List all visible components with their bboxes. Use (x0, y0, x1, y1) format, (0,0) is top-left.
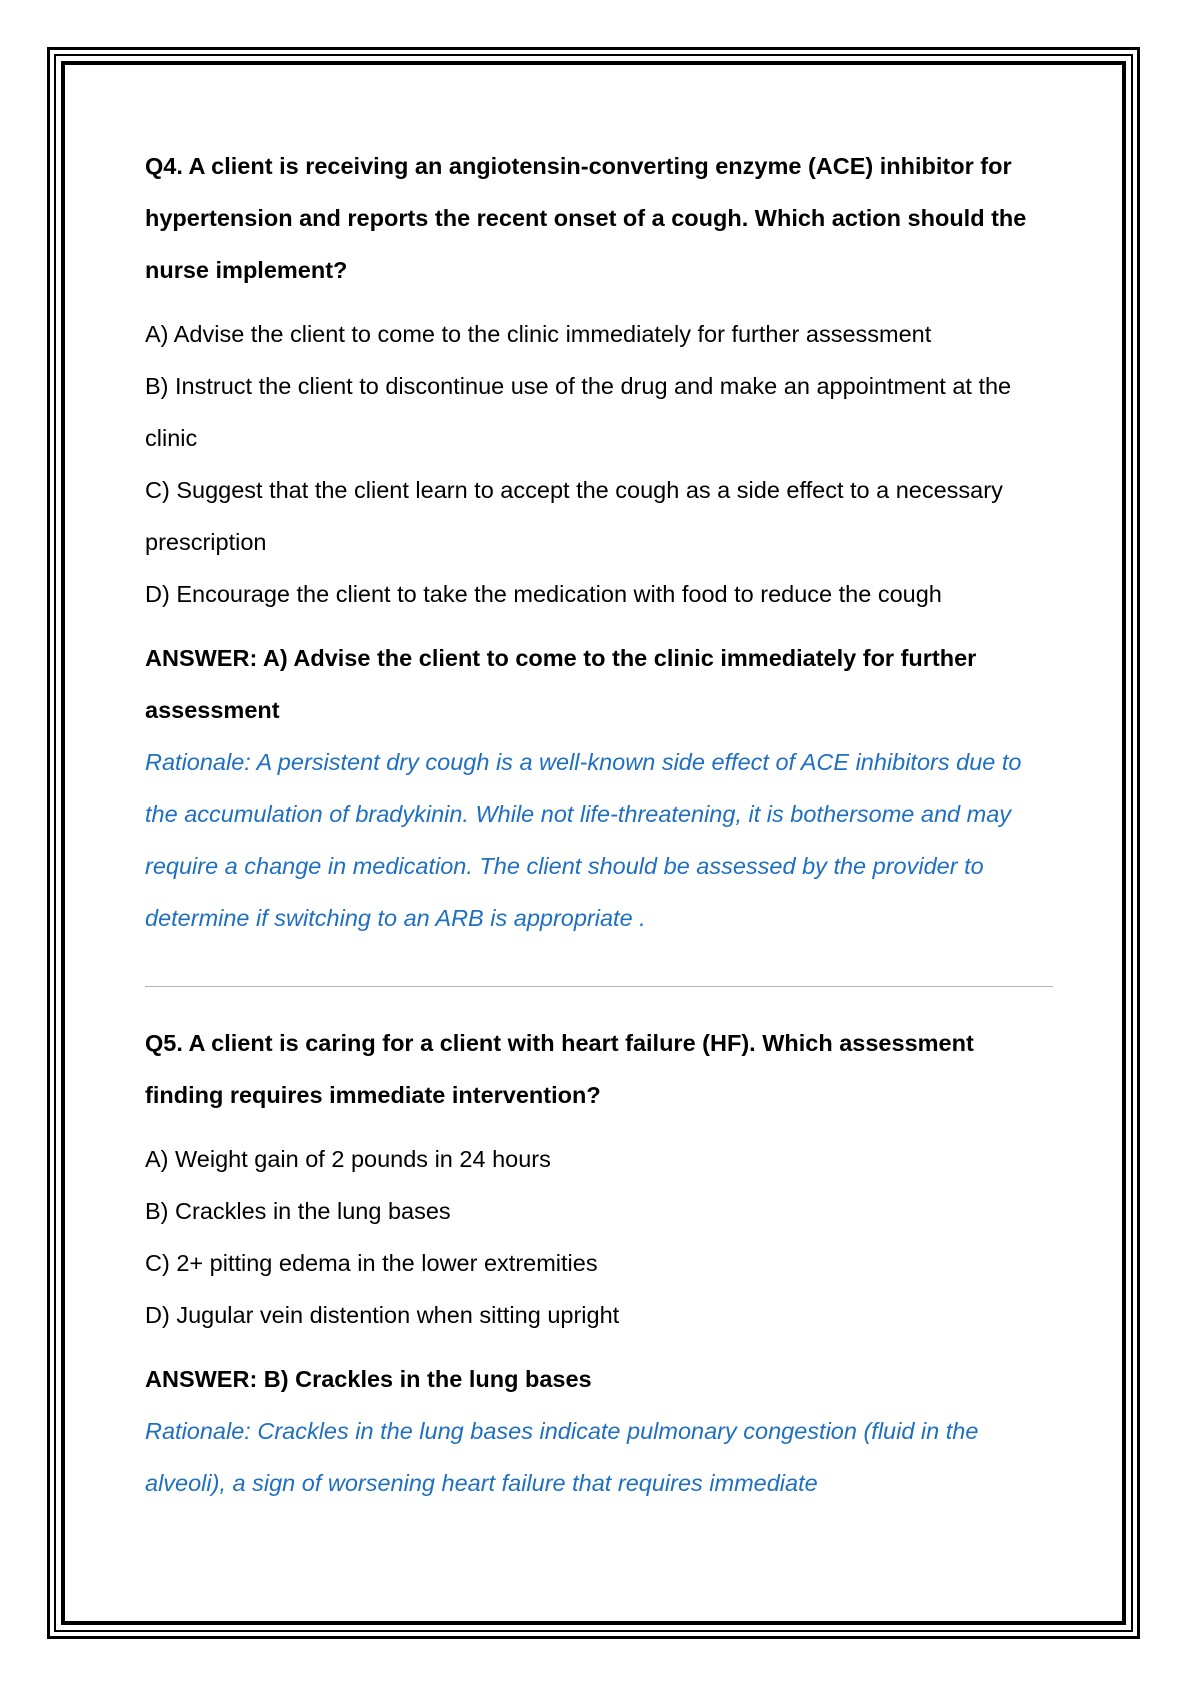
option-d: D) Jugular vein distention when sitting upright (145, 1302, 620, 1328)
option-b: B) Instruct the client to discontinue use of the drug and make an appointment at the clinic (145, 373, 1012, 451)
rationale-text: Rationale: Crackles in the lung bases indicate pulmonary congestion (fluid in the alveoli), a sign of worsening heart failure that requires immediate (145, 1418, 979, 1496)
question-text: Q5. A client is caring for a client with heart failure (HF). Which assessment finding requires immediate intervention? (145, 1030, 974, 1108)
answer-options (145, 308, 1050, 620)
option-a: A) Advise the client to come to the clinic immediately for further assessment (145, 321, 932, 347)
document-content (145, 140, 1050, 1509)
question-block-q5 (145, 1017, 1050, 1509)
rationale-text: Rationale: A persistent dry cough is a well-known side effect of ACE inhibitors due to the accumulation of bradykinin. While not life-threatening, it is bothersome and may require a change in medication. The client should be assessed by the provider to determine if switching to an ARB is appropriate . (145, 749, 1022, 931)
question-text: Q4. A client is receiving an angiotensin-converting enzyme (ACE) inhibitor for hypertension and reports the recent onset of a cough. Which action should the nurse implement? (145, 153, 1027, 283)
answer-options (145, 1133, 1050, 1341)
option-c: C) 2+ pitting edema in the lower extremities (145, 1250, 598, 1276)
answer-text: ANSWER: B) Crackles in the lung bases (145, 1366, 592, 1392)
option-b: B) Crackles in the lung bases (145, 1198, 451, 1224)
option-d: D) Encourage the client to take the medication with food to reduce the cough (145, 581, 942, 607)
answer-text: ANSWER: A) Advise the client to come to the clinic immediately for further assessment (145, 645, 977, 723)
question-block-q4 (145, 140, 1050, 944)
section-divider (145, 986, 1053, 987)
option-a: A) Weight gain of 2 pounds in 24 hours (145, 1146, 551, 1172)
option-c: C) Suggest that the client learn to accept the cough as a side effect to a necessary prescription (145, 477, 1003, 555)
